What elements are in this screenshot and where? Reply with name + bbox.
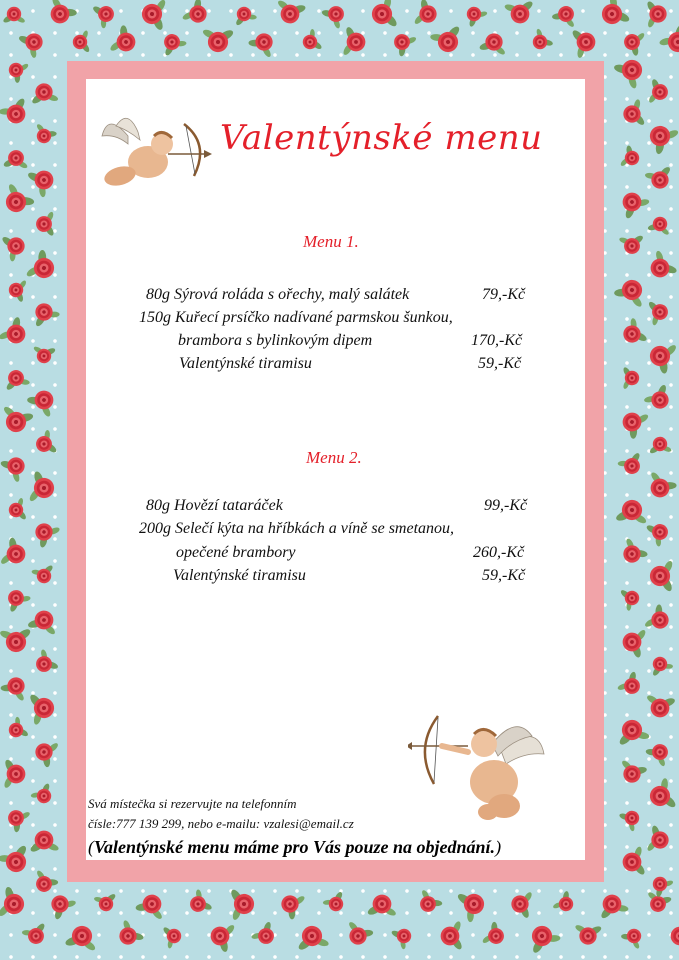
rose-decoration: [413, 888, 445, 918]
rose-decoration: [27, 469, 57, 506]
rose-decoration: [619, 923, 648, 951]
rose-decoration: [4, 715, 31, 744]
rose-decoration: [321, 889, 350, 916]
rose-decoration: [0, 314, 33, 352]
rose-decoration: [648, 436, 673, 455]
rose-decoration: [460, 1, 489, 29]
rose-decoration: [72, 29, 91, 54]
rose-decoration: [619, 584, 643, 612]
rose-decoration: [646, 653, 675, 679]
rose-decoration: [477, 30, 509, 57]
rose-decoration: [276, 887, 308, 922]
rose-decoration: [36, 211, 55, 237]
footer-order-note: [88, 837, 501, 858]
rose-decoration: [2, 803, 32, 835]
rose-decoration: [614, 185, 652, 222]
rose-decoration: [645, 776, 679, 815]
rose-decoration: [246, 27, 281, 60]
rose-decoration: [616, 536, 651, 570]
rose-decoration: [342, 919, 376, 949]
rose-decoration: [42, 0, 80, 30]
rose-decoration: [2, 7, 26, 24]
footer-contact-line: čísle:777 139 299, nebo e-mailu: vzalesi@email.cz: [88, 816, 354, 831]
rose-decoration: [1, 367, 31, 392]
rose-decoration: [207, 919, 237, 955]
rose-decoration: [650, 559, 675, 592]
rose-decoration: [619, 143, 643, 171]
rose-decoration: [643, 164, 676, 192]
rose-decoration: [616, 450, 648, 478]
rose-decoration: [617, 316, 650, 351]
rose-decoration: [643, 738, 675, 769]
rose-decoration: [644, 517, 674, 549]
menu-2-item-3: opečené brambory: [176, 544, 296, 561]
rose-decoration: [647, 77, 670, 106]
rose-decoration: [645, 0, 667, 29]
rose-decoration: [30, 736, 60, 770]
rose-decoration: [29, 781, 58, 809]
rose-decoration: [294, 923, 330, 952]
rose-decoration: [273, 0, 308, 26]
rose-decoration: [27, 298, 62, 329]
rose-decoration: [180, 0, 214, 30]
rose-decoration: [161, 923, 184, 950]
rose-decoration: [30, 647, 61, 679]
menu-2-heading: Menu 2.: [306, 448, 362, 467]
rose-decoration: [527, 27, 556, 56]
menu-2-item-4-price: 59,-Kč: [482, 567, 526, 584]
rose-decoration: [643, 248, 679, 286]
footer-reservation-line: Svá místečka si rezervujte na telefonním: [88, 796, 297, 811]
rose-decoration: [23, 247, 61, 288]
cupid-bottom-icon: [408, 708, 548, 828]
rose-decoration: [0, 404, 36, 436]
menu-2-item-4: Valentýnské tiramisu: [173, 567, 306, 584]
rose-decoration: [621, 845, 647, 879]
rose-decoration: [644, 693, 677, 719]
rose-decoration: [647, 298, 671, 327]
cupid-top-icon: [98, 114, 216, 200]
rose-decoration: [480, 919, 509, 951]
rose-decoration: [157, 29, 189, 59]
rose-decoration: [341, 25, 367, 58]
rose-decoration: [112, 918, 147, 952]
rose-decoration: [2, 149, 29, 170]
rose-decoration: [615, 669, 647, 701]
note-bold-text: Valentýnské menu máme pro Vás pouze na objednání.: [94, 837, 496, 857]
rose-decoration: [523, 919, 564, 956]
rose-decoration: [620, 27, 646, 58]
rose-decoration: [621, 98, 647, 130]
rose-decoration: [184, 887, 215, 919]
rose-decoration: [7, 497, 28, 523]
menu-title: Valentýnské menu: [220, 118, 543, 158]
rose-decoration: [201, 28, 234, 53]
rose-decoration: [641, 382, 676, 416]
menu-1-item-3: brambora s bylinkovým dipem: [178, 332, 373, 349]
rose-decoration: [616, 758, 649, 786]
rose-decoration: [133, 890, 170, 922]
rose-decoration: [230, 3, 258, 27]
rose-decoration: [28, 516, 62, 551]
rose-decoration: [428, 23, 467, 57]
menu-1-item-1: 80g Sýrová roláda s ořechy, malý salátek: [146, 286, 410, 303]
rose-decoration: [594, 890, 630, 921]
menu-2-item-3-price: 260,-Kč: [473, 544, 525, 561]
rose-decoration: [0, 672, 33, 704]
rose-decoration: [28, 690, 57, 726]
rose-decoration: [665, 917, 679, 954]
rose-decoration: [20, 921, 51, 948]
rose-decoration: [0, 842, 35, 877]
rose-decoration: [642, 469, 679, 503]
rose-decoration: [4, 56, 31, 85]
rose-decoration: [509, 889, 533, 920]
rose-decoration: [107, 22, 141, 60]
rose-decoration: [29, 82, 60, 106]
rose-decoration: [30, 563, 57, 586]
rose-decoration: [611, 274, 651, 310]
rose-decoration: [366, 894, 397, 917]
rose-decoration: [642, 117, 679, 158]
rose-decoration: [613, 716, 651, 747]
menu-1-item-4: Valentýnské tiramisu: [179, 355, 312, 372]
note-open-paren: (: [88, 837, 94, 857]
menu-2-item-1: 80g Hovězí tataráček: [146, 497, 283, 514]
rose-decoration: [0, 450, 32, 485]
rose-decoration: [610, 51, 650, 92]
rose-decoration: [249, 919, 281, 950]
menu-1-heading: Menu 1.: [303, 232, 359, 251]
rose-decoration: [140, 0, 167, 32]
menu-1-item-3-price: 170,-Kč: [471, 332, 523, 349]
rose-decoration: [32, 428, 59, 459]
rose-decoration: [7, 277, 28, 303]
rose-decoration: [570, 25, 599, 60]
rose-decoration: [645, 823, 672, 855]
rose-decoration: [440, 920, 464, 952]
rose-decoration: [551, 888, 579, 917]
menu-1-item-4-price: 59,-Kč: [478, 355, 522, 372]
rose-decoration: [319, 0, 351, 31]
rose-decoration: [229, 887, 255, 922]
rose-decoration: [616, 404, 651, 442]
rose-decoration: [28, 830, 60, 854]
rose-decoration: [1, 584, 33, 615]
rose-decoration: [29, 868, 61, 897]
rose-decoration: [656, 21, 679, 61]
rose-decoration: [0, 884, 28, 922]
rose-decoration: [618, 234, 646, 256]
rose-decoration: [0, 95, 34, 129]
rose-decoration: [550, 1, 581, 29]
rose-decoration: [2, 758, 25, 789]
rose-decoration: [16, 25, 50, 60]
rose-decoration: [617, 804, 645, 833]
rose-decoration: [645, 337, 679, 377]
rose-decoration: [0, 230, 29, 264]
rose-decoration: [620, 625, 648, 660]
rose-decoration: [594, 0, 632, 33]
menu-1-item-2: 150g Kuřecí prsíčko nadívané parmskou šunkou,: [139, 309, 453, 326]
menu-2-item-1-price: 99,-Kč: [484, 497, 528, 514]
note-close-paren: ): [495, 837, 502, 857]
rose-decoration: [63, 923, 100, 953]
rose-decoration: [454, 885, 489, 925]
rose-decoration: [368, 0, 399, 33]
rose-decoration: [25, 607, 61, 637]
rose-decoration: [642, 602, 675, 637]
rose-decoration: [0, 181, 38, 220]
rose-decoration: [503, 0, 537, 25]
rose-decoration: [573, 923, 602, 945]
rose-decoration: [25, 162, 60, 200]
rose-decoration: [93, 892, 119, 913]
rose-decoration: [388, 27, 419, 59]
rose-decoration: [299, 27, 325, 56]
menu-2-item-2: 200g Selečí kýta na hříbkách a víně se smetanou,: [139, 520, 455, 537]
rose-decoration: [622, 366, 639, 390]
rose-decoration: [0, 627, 33, 653]
rose-decoration: [412, 0, 440, 30]
rose-decoration: [389, 922, 417, 951]
menu-1-item-1-price: 79,-Kč: [482, 286, 526, 303]
rose-decoration: [30, 122, 59, 148]
rose-decoration: [32, 345, 57, 364]
rose-decoration: [90, 0, 118, 30]
rose-decoration: [0, 535, 30, 572]
rose-decoration: [646, 214, 673, 237]
rose-decoration: [44, 888, 79, 922]
rose-decoration: [614, 498, 649, 525]
